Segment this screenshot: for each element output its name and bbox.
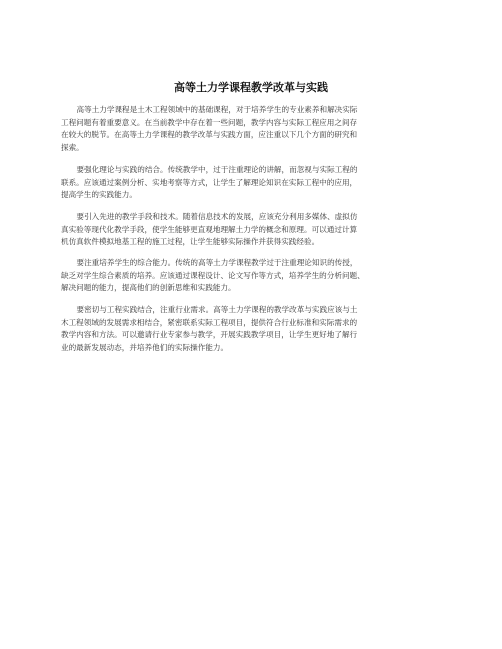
paragraph-1 bbox=[61, 104, 441, 154]
paragraph-line: 解决问题的能力，提高他们的创新思维和实践能力。 bbox=[61, 283, 236, 292]
paragraph-line: 木工程领域的发展需求相结合，紧密联系实际工程项目，提供符合行业标准和实际需求的 bbox=[61, 317, 358, 327]
paragraph-line: 提高学生的实践能力。 bbox=[61, 190, 137, 199]
paragraph-line: 业的最新发展动态，并培养他们的实际操作能力。 bbox=[61, 342, 229, 352]
paragraph-line: 教学内容和方法。可以邀请行业专家参与教学，开展实践教学项目，让学生更好地了解行 bbox=[61, 330, 358, 339]
paragraph-line: 工程问题有着重要意义。在当前教学中存在着一些问题，教学内容与实际工程应用之间存 bbox=[61, 117, 358, 127]
paragraph-2 bbox=[61, 164, 441, 202]
paragraph-3 bbox=[61, 211, 441, 249]
paragraph-line: 在较大的脱节。在高等土力学课程的教学改革与实践方面，应注重以下几个方面的研究和 bbox=[61, 130, 358, 139]
paragraph-line: 缺乏对学生综合素质的培养。应该通过课程设计、论文写作等方式，培养学生的分析问题、 bbox=[61, 270, 365, 280]
paragraph-line: 要引入先进的教学手段和技术。随着信息技术的发展，应该充分利用多媒体、虚拟仿 bbox=[76, 212, 358, 221]
paragraph-line: 要强化理论与实践的结合。传统教学中，过于注重理论的讲解，而忽视与实际工程的 bbox=[76, 165, 358, 174]
paragraph-line: 联系。应该通过案例分析、实地考察等方式，让学生了解理论知识在实际工程中的应用， bbox=[61, 177, 358, 187]
document-title: 高等土力学课程教学改革与实践 bbox=[174, 81, 328, 94]
paragraph-line: 要密切与工程实践结合，注重行业需求。高等土力学课程的教学改革与实践应该与土 bbox=[76, 305, 358, 314]
paragraph-line: 机仿真软件模拟地基工程的施工过程，让学生能够实际操作并获得实践经验。 bbox=[61, 237, 320, 246]
paragraph-line: 真实验等现代化教学手段，使学生能够更直观地理解土力学的概念和原理。可以通过计算 bbox=[61, 224, 358, 234]
paragraph-4 bbox=[61, 257, 441, 295]
paragraph-5 bbox=[61, 304, 441, 354]
paragraph-line: 探索。 bbox=[61, 142, 84, 152]
paragraph-line: 高等土力学课程是土木工程领域中的基础课程，对于培养学生的专业素养和解决实际 bbox=[76, 105, 358, 114]
paragraph-line: 要注重培养学生的综合能力。传统的高等土力学课程教学过于注重理论知识的传授， bbox=[76, 258, 358, 267]
